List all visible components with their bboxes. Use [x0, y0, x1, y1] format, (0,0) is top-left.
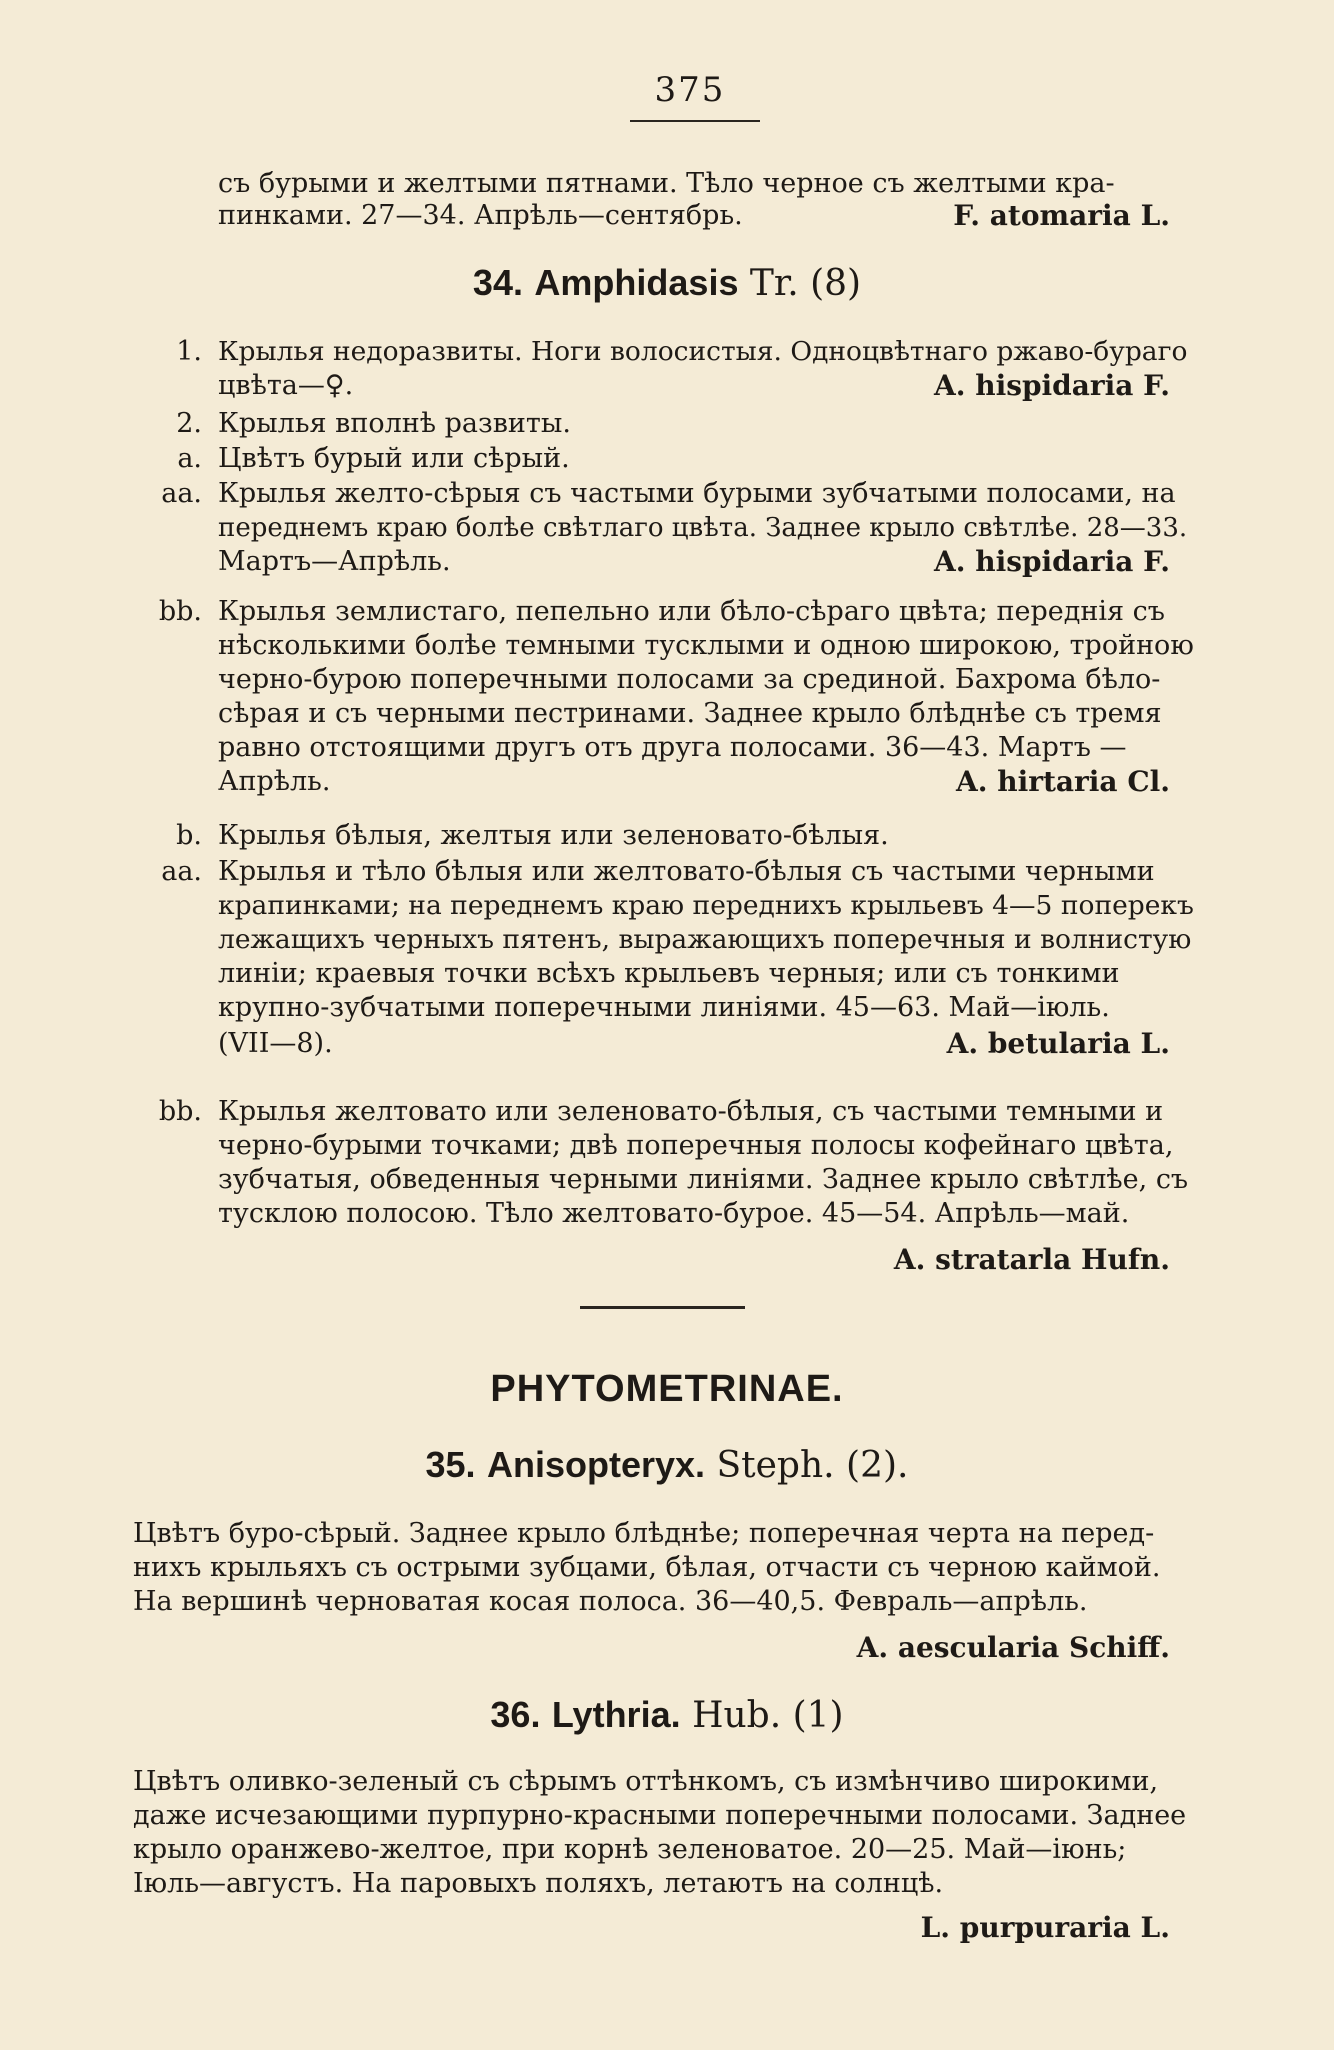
- key-text: нѣсколькими болѣе темными тусклыми и одною широкою, тройною: [218, 630, 1194, 661]
- genus-name: Anisopteryx.: [486, 1444, 706, 1485]
- species-name: A. aescularia Schiff.: [856, 1631, 1170, 1664]
- description-line: Цвѣтъ оливко-зеленый съ сѣрымъ оттѣнкомъ, съ измѣнчиво широкими,: [133, 1766, 1159, 1797]
- species-name: A. stratarla Hufn.: [893, 1243, 1170, 1276]
- key-text: переднемъ краю болѣе свѣтлаго цвѣта. Заднее крыло свѣтлѣе. 28—33.: [218, 513, 1188, 543]
- key-text: равно отстоящими другъ отъ друга полосами. 36—43. Мартъ —: [218, 732, 1127, 763]
- genus-number: 34.: [472, 262, 523, 303]
- description-line: Іюль—августъ. На паровыхъ поляхъ, летаютъ на солнцѣ.: [133, 1868, 944, 1899]
- key-text: цвѣта—♀.: [218, 370, 354, 401]
- key-text: черно-бурою поперечными полосами за срединой. Бахрома бѣло-: [218, 664, 1161, 695]
- key-mark: 2.: [176, 408, 202, 439]
- species-name: A. betularia L.: [946, 1027, 1170, 1060]
- genus-author: Tr. (8): [749, 263, 862, 304]
- species-name: A. hispidaria F.: [933, 545, 1170, 578]
- page-number: 375: [654, 70, 726, 110]
- key-text: крупно-зубчатыми поперечными линіями. 45—63. Май—іюль.: [218, 992, 1110, 1023]
- key-text: крапинками; на переднемъ краю переднихъ крыльевъ 4—5 поперекъ: [218, 890, 1194, 921]
- genus-heading-34: [0, 262, 1334, 305]
- key-text: Крылья бѣлыя, желтыя или зеленовато-бѣлыя.: [218, 820, 889, 851]
- intro-line-2: пинками. 27—34. Апрѣль—сентябрь.: [218, 200, 743, 231]
- species-name: F. atomaria L.: [953, 199, 1170, 232]
- key-text: Мартъ—Апрѣль.: [218, 546, 451, 577]
- genus-heading-36: [0, 1694, 1334, 1737]
- key-text: (VII—8).: [218, 1028, 333, 1059]
- key-mark: аа.: [161, 478, 202, 509]
- key-text: Апрѣль.: [218, 766, 331, 797]
- key-text: Цвѣтъ бурый или сѣрый.: [218, 443, 570, 474]
- description-line: крыло оранжево-желтое, при корнѣ зеленоватое. 20—25. Май—іюнь;: [133, 1834, 1127, 1865]
- key-mark: bb.: [158, 1096, 202, 1127]
- page-number-rule: [630, 120, 760, 122]
- genus-name: Amphidasis: [534, 262, 739, 303]
- species-name: A. hispidaria F.: [933, 369, 1170, 402]
- genus-author: Steph. (2).: [716, 1445, 909, 1486]
- key-text: зубчатыя, обведенныя черными линіями. Заднее крыло свѣтлѣе, съ: [218, 1164, 1189, 1195]
- key-text: Крылья вполнѣ развиты.: [218, 408, 571, 439]
- key-text: Крылья и тѣло бѣлыя или желтовато-бѣлыя съ частыми черными: [218, 856, 1155, 887]
- key-text: Крылья желто-сѣрыя съ частыми бурыми зубчатыми полосами, на: [218, 478, 1176, 509]
- key-text: Крылья землистаго, пепельно или бѣло-сѣраго цвѣта; переднія съ: [218, 596, 1165, 627]
- genus-author: Hub. (1): [692, 1695, 844, 1736]
- genus-heading-35: [0, 1444, 1334, 1487]
- description-line: даже исчезающими пурпурно-красными поперечными полосами. Заднее: [133, 1800, 1187, 1831]
- key-text: линіи; краевыя точки всѣхъ крыльевъ черныя; или съ тонкими: [218, 958, 1120, 989]
- genus-number: 35.: [425, 1444, 476, 1485]
- genus-name: Lythria.: [551, 1694, 681, 1735]
- key-mark: а.: [177, 443, 202, 474]
- key-mark: 1.: [176, 336, 202, 367]
- description-line: На вершинѣ черноватая косая полоса. 36—40,5. Февраль—апрѣль.: [133, 1586, 1088, 1617]
- section-divider: [580, 1306, 745, 1309]
- key-mark: аа.: [161, 856, 202, 887]
- key-mark: bb.: [158, 596, 202, 627]
- key-text: черно-бурыми точками; двѣ поперечныя полосы кофейнаго цвѣта,: [218, 1130, 1174, 1161]
- intro-line-1: съ бурыми и желтыми пятнами. Тѣло черное съ желтыми кра-: [218, 168, 1115, 199]
- key-text: Крылья желтовато или зеленовато-бѣлыя, съ частыми темными и: [218, 1096, 1164, 1127]
- key-text: тусклою полосою. Тѣло желтовато-бурое. 45—54. Апрѣль—май.: [218, 1198, 1130, 1229]
- section-title: PHYTOMETRINAE.: [490, 1368, 844, 1410]
- description-line: Цвѣтъ буро-сѣрый. Заднее крыло блѣднѣе; поперечная черта на перед-: [133, 1518, 1155, 1549]
- genus-number: 36.: [490, 1694, 541, 1735]
- key-mark: b.: [176, 820, 202, 851]
- key-text: сѣрая и съ черными пестринами. Заднее крыло блѣднѣе съ тремя: [218, 698, 1162, 729]
- species-name: A. hirtaria Cl.: [956, 765, 1170, 798]
- key-text: Крылья недоразвиты. Ноги волосистыя. Одноцвѣтнаго ржаво-бураго: [218, 336, 1188, 367]
- species-name: L. purpuraria L.: [920, 1911, 1170, 1944]
- key-text: лежащихъ черныхъ пятенъ, выражающихъ поперечныя и волнистую: [218, 924, 1192, 955]
- description-line: нихъ крыльяхъ съ острыми зубцами, бѣлая, отчасти съ черною каймой.: [133, 1552, 1161, 1583]
